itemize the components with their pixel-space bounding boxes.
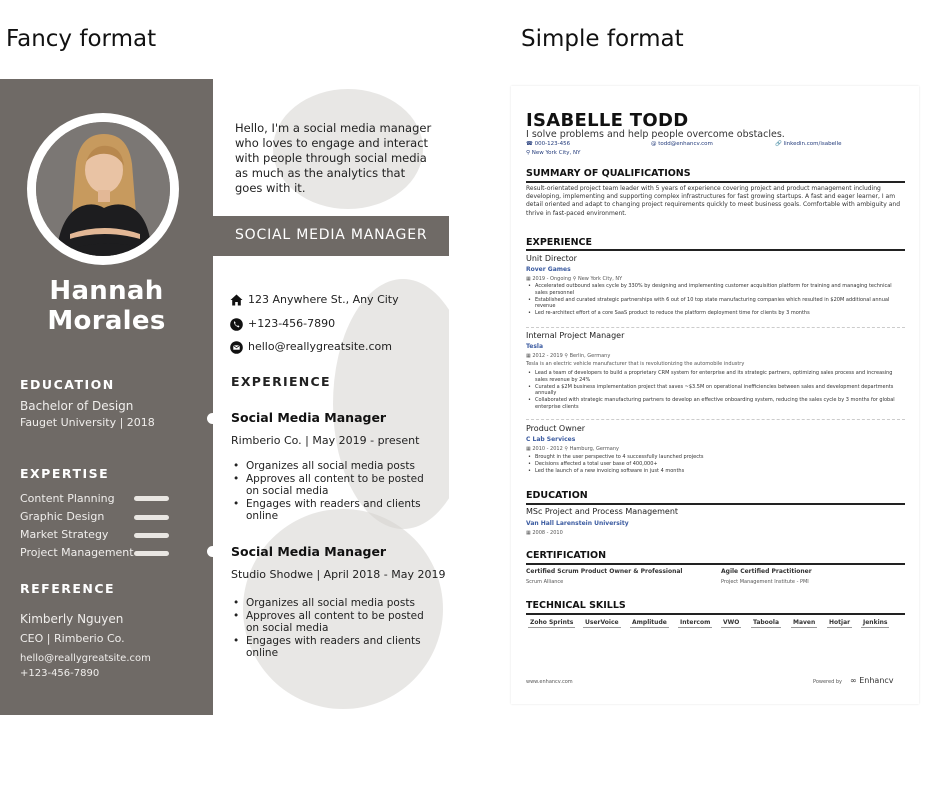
location-info [526,150,580,156]
mail-icon [230,341,243,354]
list-item: • Accelerated outbound sales cycle by 330% by designing and implementing customer acquisition platform for training and managing technical sales personnel [526,283,902,297]
last-name: Morales [47,306,166,336]
job-company: Tesla [526,343,544,350]
footer-powered-by: Powered by [813,679,842,685]
skill-tag: VWO [723,619,740,626]
reference-role: CEO | Rimberio Co. [20,632,125,645]
phone-info [526,141,570,147]
contact-phone [230,317,335,331]
link-icon: 🔗 [775,141,784,147]
job-place: Hamburg, Germany [569,446,619,452]
skill-level-bar [134,551,169,556]
list-item: • Approves all content to be posted on social media [233,473,433,498]
first-name: Hannah [49,276,164,306]
linkedin-text: linkedin.com/isabelle [783,141,842,147]
skills-heading: TECHNICAL SKILLS [526,600,626,611]
job-bullets [233,597,433,660]
reference-email: hello@reallygreatsite.com [20,653,151,664]
experience-heading: EXPERIENCE [231,374,331,389]
job-company-dates: Studio Shodwe | April 2018 - May 2019 [231,568,446,581]
list-item: • Engages with readers and clients online [233,635,433,660]
list-item: • Curated a $2M business implementation project that saves ~$3.5M on operational inefficiencies between sales and development departments annually [526,384,902,398]
resume-name: ISABELLE TODD [526,110,689,131]
reference-heading: REFERENCE [20,581,116,596]
job-title: SOCIAL MEDIA MANAGER [235,227,428,243]
job-date: 2012 - 2019 [532,353,563,359]
job-role: Product Owner [526,424,586,433]
education-degree: MSc Project and Process Management [526,507,679,516]
calendar-icon: ▦ [526,353,533,359]
list-item: • Led the launch of a new invoicing software in just 4 months [526,468,902,475]
reference-name: Kimberly Nguyen [20,612,124,626]
education-school: Fauget University | 2018 [20,416,155,429]
section-divider [526,249,905,251]
fancy-resume [0,79,449,715]
certification-name: Agile Certified Practitioner [721,568,812,575]
expertise-item: Market Strategy [20,528,109,541]
expertise-item: Graphic Design [20,510,105,523]
email-info [651,141,713,147]
profile-photo [36,122,170,256]
person-portrait-icon [36,122,170,256]
list-item: • Lead a team of developers to build a proprietary CRM system for enterprise and its strategic partners, optimizing sales process and increasing sales revenue by 24% [526,370,902,384]
skill-tag: Taboola [753,619,780,626]
linkedin-info [775,141,841,147]
summary-text: Result-orientated project team leader with 5 years of experience covering project and product management including developing, implementing and supporting complex infrastructures for fast growing startups. A fast and eager learner, I am detail oriented and adapt to changing project requirements quickly to meet business goals. Comfortable with ambiguity and thrive in fast-paced environment. [526,185,901,217]
phone-text: 000-123-456 [534,141,571,147]
certification-issuer: Project Management Institute - PMI [721,579,809,585]
job-place: Berlin, Germany [569,353,611,359]
fancy-format-heading: Fancy format [6,26,157,52]
location-pin-icon: ⚲ [571,276,578,282]
at-icon: @ [651,141,659,147]
job-place: New York City, NY [577,276,623,282]
location-pin-icon: ⚲ [562,353,570,359]
job-date: 2019 - Ongoing [532,276,572,282]
skill-tag: Hotjar [829,619,851,626]
phone-text: +123-456-7890 [248,317,336,330]
calendar-icon: ▦ [526,446,533,452]
job-date-place [526,446,619,452]
footer-site: www.enhancv.com [526,679,573,685]
job-company: Rover Games [526,266,571,273]
job-bullets [526,370,902,411]
section-divider [526,613,905,615]
calendar-icon: ▦ [526,530,533,536]
certification-heading: CERTIFICATION [526,550,607,561]
job-bullets [233,460,433,523]
contact-email [230,340,392,354]
list-item: • Collaborated with strategic manufacturing partners to develop an effective onboarding system, reducing the sales cycle by 3 months for global enterprise clients [526,397,902,411]
job-bullets [526,454,902,474]
skill-level-bar [134,533,169,538]
skill-tag: Zoho Sprints [530,619,574,626]
expertise-item: Project Management [20,546,134,559]
contact-address [230,293,399,306]
job-company: C Lab Services [526,436,576,443]
brand-name: Enhancv [859,676,894,685]
education-date-text: 2008 - 2010 [532,530,563,536]
list-item: • Brought in the user perspective to 4 successfully launched projects [526,454,902,461]
job-title-banner [213,216,449,256]
home-icon [230,294,243,306]
job-divider [526,327,905,329]
location-pin-icon: ⚲ [526,150,532,156]
intro-text: Hello, I'm a social media manager who loves to engage and interact with people through social media as much as the analytics that goes with it. [235,121,432,195]
location-text: New York City, NY [531,150,581,156]
list-item: • Approves all content to be posted on social media [233,610,433,635]
list-item: • Decisions affected a total user base of 400,000+ [526,461,902,468]
job-date: 2010 - 2012 [532,446,563,452]
resume-tagline: I solve problems and help people overcome obstacles. [526,129,785,140]
list-item: • Led re-architect effort of a core SaaS product to reduce the platform deployment time for clients by 3 months [526,310,902,317]
job-company-dates: Rimberio Co. | May 2019 - present [231,434,420,447]
simple-resume [511,86,919,704]
certification-name: Certified Scrum Product Owner & Professional [526,568,683,575]
education-heading: EDUCATION [526,490,588,501]
job-bullets [526,283,902,317]
list-item: • Engages with readers and clients online [233,498,433,523]
profile-photo-frame [27,113,179,265]
fancy-sidebar [0,79,213,715]
skill-level-bar [134,496,169,501]
job-date-place [526,276,622,282]
list-item: • Established and curated strategic partnerships with 6 out of 10 top state manufacturing companies which resulted in $20M additional annual revenue [526,297,902,311]
education-date [526,530,563,536]
job-divider [526,419,905,421]
infinity-icon: ∞ [850,676,860,685]
expertise-heading: EXPERTISE [20,466,110,481]
company-description: Tesla is an electric vehicle manufacturer that is revolutionizing the automobile industry [526,361,745,367]
list-item: • Organizes all social media posts [233,460,433,473]
skill-tag: Maven [793,619,816,626]
skill-tag: Jenkins [863,619,888,626]
job-role: Internal Project Manager [526,331,625,340]
reference-phone: +123-456-7890 [20,668,100,679]
job-title: Social Media Manager [231,410,387,425]
education-school: Van Hall Larenstein University [526,520,629,527]
certification-issuer: Scrum Alliance [526,579,564,585]
phone-icon: ☎ [526,141,535,147]
section-divider [526,563,905,565]
enhancv-logo [850,676,894,685]
email-text: todd@enhancv.com [658,141,713,147]
calendar-icon: ▦ [526,276,533,282]
list-item: • Organizes all social media posts [233,597,433,610]
skill-tag: UserVoice [585,619,619,626]
skill-tag: Intercom [680,619,711,626]
email-text: hello@reallygreatsite.com [248,340,392,353]
job-date-place [526,353,610,359]
phone-icon [230,318,243,331]
experience-heading: EXPERIENCE [526,237,593,248]
location-pin-icon: ⚲ [562,446,570,452]
education-degree: Bachelor of Design [20,399,134,413]
simple-format-heading: Simple format [521,26,684,52]
job-title: Social Media Manager [231,544,387,559]
address-text: 123 Anywhere St., Any City [248,293,399,306]
job-role: Unit Director [526,254,577,263]
education-heading: EDUCATION [20,377,115,392]
section-divider [526,181,905,183]
summary-heading: SUMMARY OF QUALIFICATIONS [526,168,691,179]
skill-tag: Amplitude [632,619,667,626]
fancy-main-column [213,79,449,715]
section-divider [526,503,905,505]
expertise-item: Content Planning [20,492,115,505]
skill-level-bar [134,515,169,520]
